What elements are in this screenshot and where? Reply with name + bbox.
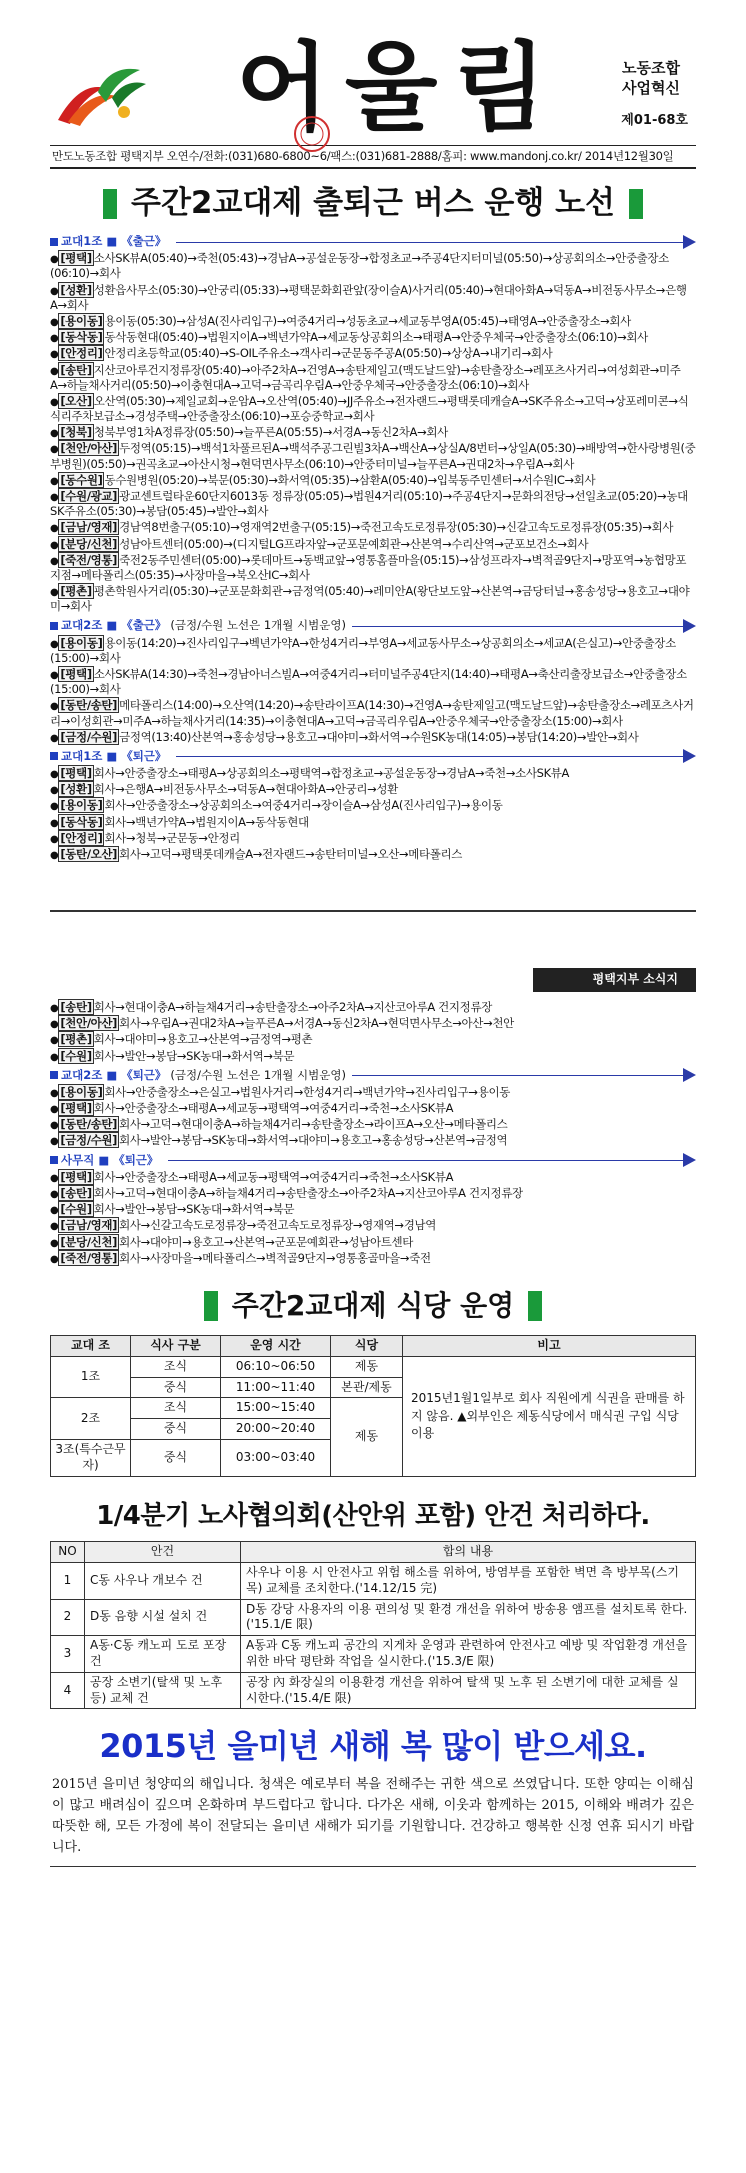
cafeteria-section-title (50, 1288, 696, 1325)
labor-council-table (50, 1541, 696, 1709)
table-row (51, 1672, 696, 1709)
stamp-seal-icon (292, 114, 332, 154)
bullet-square-icon (50, 752, 58, 760)
route-item (50, 441, 696, 471)
new-year-message: 2015년 을미년 청양띠의 해입니다. 청색은 예로부터 복을 전해주는 귀한 색으로 쓰였답니다. 또한 양띠는 이해심이 많고 배려심이 깊으며 온화하며 부드럽다고 합니다. 다가온 새해, 이웃과 함께하는 2015, 이해와 배려가 깊은 따뜻한 해, 모든 가정에 복이 전달되는 을미년 새해가 되기를 기원합니다. 건강하고 행복한 신정 연휴 되시기 바랍니다. (52, 1776, 694, 1855)
route-region-tag: [죽전/영통] (60, 552, 118, 567)
route-item (50, 831, 696, 846)
route-item (50, 553, 696, 583)
route-region-tag: [평택] (60, 1101, 92, 1116)
bullet-dot-icon: ● (50, 365, 59, 377)
route-group-label: 교대2조 ■ 《출근》 (61, 618, 167, 633)
cell-time: 20:00~20:40 (221, 1419, 331, 1440)
cafeteria-note: 2015년1월1일부로 회사 직원에게 식권을 판매를 하지 않음. ▲외부인은 제동식당에서 매식권 구입 식당 이용 (403, 1356, 696, 1476)
route-region-tag: [용이동] (60, 313, 103, 328)
cell-time: 15:00~15:40 (221, 1398, 331, 1419)
side-label-line1: 노동조합 (622, 59, 680, 77)
title-bar-right (528, 1291, 542, 1321)
route-stops: 오산역(05:30)→제일교회→운암A→오산역(05:40)→JJ주유소→전자랜드→평택롯데캐슬A→SK주유소→고덕→상포레미콘→식식리주차보급소→경성주택→안중출장소(06:10)→포승중학교→회사 (50, 393, 689, 424)
route-stops: 금정역(13:40)산본역→홍송성당→용호고→대야미→화서역→수원SK농대(14:05)→봉담(14:20)→발안→회사 (119, 729, 639, 744)
title-bar-left (204, 1291, 218, 1321)
cell-place: 제동 (331, 1356, 403, 1377)
route-item (50, 489, 696, 519)
route-stops: 회사→대야미→용호고→산본역→금정역→평촌 (93, 1032, 313, 1047)
cell-content: 사우나 이용 시 안전사고 위험 해소를 위하여, 방염부를 포함한 벽면 측 방부목(스기목) 교체를 조치한다.('14.12/15 完) (241, 1562, 696, 1599)
bullet-dot-icon: ● (50, 475, 59, 487)
cell-item: C동 사우나 개보수 건 (85, 1562, 241, 1599)
route-item (50, 283, 696, 313)
route-region-tag: [수원/광교] (60, 488, 118, 503)
cell-time: 03:00~03:40 (221, 1440, 331, 1477)
route-stops: 회사→안중출장소→상공회의소→여중4거리→장이슬A→삼성A(진사리입구)→용이동 (104, 798, 503, 813)
route-region-tag: [오산] (60, 393, 92, 408)
bullet-dot-icon: ● (50, 1237, 59, 1249)
route-stops: 회사→대야미→용호고→산본역→군포문예회관→성남아트센타 (119, 1234, 413, 1249)
route-region-tag: [평택] (60, 251, 92, 266)
bullet-dot-icon: ● (50, 428, 59, 440)
route-item (50, 473, 696, 488)
cell-meal: 중식 (131, 1440, 221, 1477)
route-region-tag: [용이동] (60, 798, 103, 813)
route-item (50, 766, 696, 781)
route-item (50, 425, 696, 440)
cafeteria-table (50, 1335, 696, 1477)
bullet-dot-icon: ● (50, 833, 59, 845)
col-content: 합의 내용 (241, 1542, 696, 1563)
title-bar-right (629, 189, 643, 219)
route-item (50, 798, 696, 813)
cell-no: 4 (51, 1672, 85, 1709)
bullet-dot-icon: ● (50, 349, 59, 361)
route-item (50, 782, 696, 797)
route-item (50, 1218, 696, 1233)
bullet-dot-icon: ● (50, 333, 59, 345)
arrow-right-icon (352, 619, 696, 633)
bullet-dot-icon: ● (50, 801, 59, 813)
route-region-tag: [금남/영재] (60, 520, 118, 535)
route-stops: 안정리초등학교(05:40)→S-OIL주유소→객사리→군문동주공A(05:50)→상상A→내기리→회사 (104, 346, 553, 361)
route-region-tag: [천안/아산] (60, 1016, 118, 1031)
route-item (50, 1202, 696, 1217)
side-label-line2: 사업혁신 (622, 79, 680, 98)
routes-title-text: 주간2교대제 출퇴근 버스 운행 노선 (131, 185, 615, 222)
bullet-square-icon (50, 1156, 58, 1164)
branch-news-label: 평택지부 소식지 (533, 968, 696, 992)
labor-council-title: 1/4분기 노사협의회(산안위 포함) 안건 처리하다. (96, 1500, 650, 1531)
branch-news-band (50, 968, 696, 992)
route-item (50, 1186, 696, 1201)
route-item (50, 730, 696, 745)
route-region-tag: [동삭동] (60, 330, 103, 345)
table-row (51, 1636, 696, 1673)
route-stops: 회사→고덕→평택롯데캐슬A→전자랜드→송탄터미널→오산→메타폴리스 (119, 846, 463, 861)
route-item (50, 698, 696, 728)
route-group-label: 사무직 ■ 《퇴근》 (61, 1152, 159, 1167)
bullet-dot-icon: ● (50, 1035, 59, 1047)
cell-item: D동 음향 시설 설치 건 (85, 1599, 241, 1636)
route-item (50, 1251, 696, 1266)
route-stops: 동삭동현대(05:40)→법원지이A→벡년가약A→세교동상공회의소→태평A→안중우체국→안중출장소(06:10)→회사 (104, 330, 648, 345)
bullet-dot-icon: ● (50, 1019, 59, 1031)
route-region-tag: [평택] (60, 1169, 92, 1184)
bullet-dot-icon: ● (50, 1087, 59, 1099)
route-group-header (50, 1068, 696, 1083)
route-region-tag: [분당/신천] (60, 536, 118, 551)
route-region-tag: [동삭동] (60, 814, 103, 829)
route-group-header (50, 1153, 696, 1168)
route-stops: 회사→발안→봉담→SK농대→화서역→대야미→용호고→홍송성당→산본역→금정역 (119, 1133, 508, 1148)
bullet-square-icon (50, 1071, 58, 1079)
route-stops: 경남역8번출구(05:10)→영재역2번출구(05:15)→죽전고속도로정류장(05:30)→신갈고속도로정류장(05:35)→회사 (119, 520, 674, 535)
cell-meal: 중식 (131, 1377, 221, 1398)
route-item (50, 251, 696, 281)
route-stops: 회사→고덕→현대이충A→하늘채4거리→송탄출장소→아주2차A→지산코아루A 건지정류장 (93, 1186, 523, 1201)
route-item (50, 584, 696, 614)
route-stops: 회사→우림A→권대2차A→늘푸른A→서경A→동신2차A→현덕면사무소→아산→천안 (119, 1016, 514, 1031)
route-stops: 죽전2동주민센터(05:00)→롯데마트→동백교앞→영통홈플마을(05:15)→삼성프라자→벽적골9단지→망포역→농협망포지점→메타폴리스(05:35)→사장마을→북오산IC→회사 (50, 552, 687, 582)
route-stops: 성남아트센터(05:00)→(디지털LG프라자앞→군포문예회관→산본역→수리산역→군포보건소→회사 (119, 536, 589, 551)
route-region-tag: [평택] (60, 766, 92, 781)
route-region-tag: [평촌] (60, 1032, 92, 1047)
bullet-dot-icon: ● (50, 849, 59, 861)
route-item (50, 330, 696, 345)
route-item (50, 1049, 696, 1064)
route-item (50, 1000, 696, 1015)
cell-content: 공장 內 화장실의 이용환경 개선을 위하여 탈색 및 노후 된 소변기에 대한 교체를 실시한다.('15.4/E 限) (241, 1672, 696, 1709)
cell-time: 06:10~06:50 (221, 1356, 331, 1377)
col-no: NO (51, 1542, 85, 1563)
route-stops: 회사→현대이충A→하늘채4거리→송탄출장소→아주2차A→지산코아루A 건지정류장 (93, 1000, 492, 1014)
route-stops: 지산코아루건지정류장(05:40)→아주2차A→건영A→송탄제일고(맥도날드앞)→송탄출장소→레포츠사거리→여성회관→미주A→하늘채사거리(05:50)→이충현대A→고덕→금곡리우림A→안중우체국→안중출장소(06:10)→회사 (50, 362, 681, 392)
route-region-tag: [용이동] (60, 1084, 103, 1099)
cell-place: 본관/제동 (331, 1377, 403, 1398)
route-stops: 회사→사장마을→메타폴리스→벽적골9단지→영통홍골마을→죽전 (119, 1250, 431, 1265)
route-stops: 소사SK뷰A(05:40)→죽천(05:43)→경남A→공설운동장→합정초교→주공4단지터미널(05:50)→상공회의소→안중출장소(06:10)→회사 (50, 251, 669, 281)
cell-shift: 2조 (51, 1398, 131, 1440)
route-stops: 성환읍사무소(05:30)→안궁리(05:33)→평택문화회관앞(장이슬A)사거리(05:40)→현대아화A→덕동A→비전동사무소→은행A→회사 (50, 282, 687, 312)
bullet-dot-icon: ● (50, 491, 59, 503)
route-item (50, 346, 696, 361)
route-region-tag: [금정/수원] (60, 729, 118, 744)
bullet-dot-icon: ● (50, 444, 59, 456)
route-item (50, 1032, 696, 1047)
route-item (50, 667, 696, 697)
route-stops: 동수원병원(05:20)→북문(05:30)→화서역(05:35)→삼환A(05:40)→입북동주민센터→서수원IC→회사 (104, 472, 596, 487)
bullet-dot-icon: ● (50, 1221, 59, 1233)
cell-no: 2 (51, 1599, 85, 1636)
bullet-dot-icon: ● (50, 732, 59, 744)
side-label (606, 58, 696, 99)
branch-news-routes (50, 1000, 696, 1266)
bullet-dot-icon: ● (50, 254, 59, 266)
arrow-right-icon (352, 1068, 696, 1082)
route-item (50, 1016, 696, 1031)
bullet-square-icon (50, 622, 58, 630)
bullet-dot-icon: ● (50, 316, 59, 328)
table-row (51, 1356, 696, 1377)
route-item (50, 394, 696, 424)
bullet-dot-icon: ● (50, 769, 59, 781)
route-stops: 평촌학원사거리(05:30)→군포문화회관→금정역(05:40)→레미안A(왕단보도앞→산본역→금당터널→홍송성당→용호고→대야미→회사 (50, 584, 690, 614)
route-region-tag: [금남/영재] (60, 1218, 118, 1233)
issue-number: 제01-68호 (621, 113, 688, 128)
route-region-tag: [평촌] (60, 584, 92, 599)
route-group-label: 교대2조 ■ 《퇴근》 (61, 1067, 167, 1082)
route-stops: 용이동(05:30)→삼성A(진사리입구)→여중4거리→성동초교→세교동부영A(05:45)→태영A→안중출장소→회사 (104, 313, 631, 328)
route-item (50, 847, 696, 862)
cell-no: 1 (51, 1562, 85, 1599)
bullet-dot-icon: ● (50, 1189, 59, 1201)
bullet-dot-icon: ● (50, 587, 59, 599)
route-item (50, 636, 696, 666)
route-region-tag: [수원] (60, 1202, 92, 1217)
route-stops: 메타폴리스(14:00)→오산역(14:20)→송탄라이프A(14:30)→건영A→송탄제일고(맥도날드앞)→송탄출장소→레포츠사거리→이성회관→미주A→하늘채사거리(14:35)→이충현대A→고덕→금곡리우림A→안중우체국→안중출장소(15:00)→회사 (50, 698, 694, 728)
title-bar-left (103, 189, 117, 219)
cell-shift: 1조 (51, 1356, 131, 1398)
route-stops: 회사→고덕→현대이충A→하늘채4거리→송탄출장소→라이프A→오산→메타폴리스 (119, 1117, 508, 1132)
route-region-tag: [죽전/영통] (60, 1250, 118, 1265)
route-stops: 회사→안중출장소→은실고→법원사거리→한성4거리→백년가약→진사리입구→용이동 (104, 1084, 510, 1099)
cell-meal: 조식 (131, 1398, 221, 1419)
cell-shift: 3조(특수근무자) (51, 1440, 131, 1477)
route-stops: 청북부영1차A정류장(05:50)→늘푸른A(05:55)→서경A→동신2차A→회사 (93, 425, 448, 440)
col-shift: 교대 조 (51, 1335, 131, 1356)
col-place: 식당 (331, 1335, 403, 1356)
route-region-tag: [용이동] (60, 635, 103, 650)
route-item (50, 537, 696, 552)
cell-meal: 조식 (131, 1356, 221, 1377)
cell-content: A동과 C동 캐노피 공간의 지게차 운영과 관련하여 안전사고 예방 및 작업환경 개선을 위한 바닥 평탄화 작업을 실시한다.('15.3/E 限) (241, 1636, 696, 1673)
route-region-tag: [동탄/송탄] (60, 698, 118, 713)
route-region-tag: [안정리] (60, 346, 103, 361)
cell-item: A동·C동 캐노피 도로 포장 건 (85, 1636, 241, 1673)
route-region-tag: [수원] (60, 1048, 92, 1063)
route-region-tag: [동탄/송탄] (60, 1117, 118, 1132)
arrow-right-icon (176, 235, 696, 249)
bullet-dot-icon: ● (50, 1205, 59, 1217)
table-row (51, 1599, 696, 1636)
route-group-label: 교대1조 ■ 《출근》 (61, 234, 167, 249)
cell-time: 11:00~11:40 (221, 1377, 331, 1398)
col-note: 비고 (403, 1335, 696, 1356)
route-item (50, 1170, 696, 1185)
route-stops: 회사→발안→봉담→SK농대→화서역→북문 (93, 1202, 295, 1217)
bullet-square-icon (50, 238, 58, 246)
arrow-right-icon (176, 749, 696, 763)
route-stops: 회사→발안→봉담→SK농대→화서역→북문 (93, 1048, 295, 1063)
bullet-dot-icon: ● (50, 523, 59, 535)
route-stops: 용이동(14:20)→진사리입구→벡년가약A→한성4거리→부영A→세교동사무소→상공회의소→세교A(은실고)→안중출장소(15:00)→회사 (50, 635, 676, 665)
route-item (50, 1085, 696, 1100)
route-item (50, 363, 696, 393)
route-region-tag: [송탄] (60, 1186, 92, 1201)
bullet-dot-icon: ● (50, 285, 59, 297)
route-stops: 회사→안중출장소→태평A→세교동→평택역→여중4거리→죽천→소사SK뷰A (93, 1169, 454, 1184)
bullet-dot-icon: ● (50, 669, 59, 681)
route-region-tag: [동탄/오산] (60, 846, 118, 861)
cell-content: D동 강당 사용자의 이용 편의성 및 환경 개선을 위하여 방송용 앰프를 설치토록 한다.('15.1/E 限) (241, 1599, 696, 1636)
route-item (50, 314, 696, 329)
bullet-dot-icon: ● (50, 785, 59, 797)
masthead (50, 0, 696, 145)
cell-place: 제동 (331, 1398, 403, 1476)
bullet-dot-icon: ● (50, 1172, 59, 1184)
route-stops: 회사→청북→군문동→안정리 (104, 830, 240, 845)
bullet-dot-icon: ● (50, 817, 59, 829)
route-item (50, 1133, 696, 1148)
route-region-tag: [천안/아산] (60, 441, 118, 456)
col-item: 안건 (85, 1542, 241, 1563)
col-meal: 식사 구분 (131, 1335, 221, 1356)
union-logo-icon (54, 62, 150, 132)
contact-info-line: 만도노동조합 평택지부 오연수/전화:(031)680-6800~6/팩스:(031)681-2888/홈피: www.mandonj.co.kr/ 2014년12월30일 (50, 145, 696, 169)
route-region-tag: [금정/수원] (60, 1133, 118, 1148)
routes-section-title (50, 183, 696, 224)
new-year-title: 2015년 을미년 새해 복 많이 받으세요. (99, 1727, 647, 1766)
route-region-tag: [동수원] (60, 472, 103, 487)
route-region-tag: [성환] (60, 782, 92, 797)
route-item (50, 520, 696, 535)
bullet-dot-icon: ● (50, 1051, 59, 1063)
bullet-dot-icon: ● (50, 1003, 59, 1014)
route-item (50, 815, 696, 830)
route-group-header (50, 618, 696, 633)
route-group-note: (금정/수원 노선은 1개월 시범운영) (170, 618, 346, 633)
route-group-note: (금정/수원 노선은 1개월 시범운영) (170, 1067, 346, 1082)
bullet-dot-icon: ● (50, 638, 59, 650)
route-region-tag: [분당/신천] (60, 1234, 118, 1249)
route-stops: 회사→신갈고속도로정류장→죽전고속도로정류장→영재역→경남역 (119, 1218, 436, 1233)
routes-list (50, 234, 696, 862)
route-group-header (50, 749, 696, 764)
col-time: 운영 시간 (221, 1335, 331, 1356)
route-stops: 두정역(05:15)→백석1차풀르된A→백석주공그린빌3차A→백산A→상실A/8번터→상일A(05:30)→배방역→한사랑병원(중부병원)(05:50)→권곡초교→아산시청→현덕면사무소(06:10)→안중터미널→늘푸른A→권대2차→우림A→회사 (50, 441, 696, 471)
route-region-tag: [송탄] (60, 362, 92, 377)
route-region-tag: [성환] (60, 282, 92, 297)
bullet-dot-icon: ● (50, 1253, 59, 1265)
bullet-dot-icon: ● (50, 701, 59, 713)
bullet-dot-icon: ● (50, 1104, 59, 1116)
table-row (51, 1562, 696, 1599)
route-region-tag: [송탄] (60, 1000, 92, 1014)
bullet-dot-icon: ● (50, 396, 59, 408)
bullet-dot-icon: ● (50, 555, 59, 567)
newsletter-title: 어울림 (236, 32, 563, 144)
route-region-tag: [청북] (60, 425, 92, 440)
route-stops: 회사→안중출장소→태평A→세교동→평택역→여중4거리→죽천→소사SK뷰A (93, 1101, 454, 1116)
route-item (50, 1117, 696, 1132)
route-group-header (50, 234, 696, 249)
bullet-dot-icon: ● (50, 1120, 59, 1132)
cell-no: 3 (51, 1636, 85, 1673)
route-region-tag: [안정리] (60, 830, 103, 845)
route-group-label: 교대1조 ■ 《퇴근》 (61, 748, 167, 763)
cell-item: 공장 소변기(탈색 및 노후 등) 교체 건 (85, 1672, 241, 1709)
route-stops: 소사SK뷰A(14:30)→죽천→경남아너스빌A→여중4거리→터미널주공4단지(14:40)→태평A→축산리출장보급소→안중출장소(15:00)→회사 (50, 666, 687, 697)
route-item (50, 1101, 696, 1116)
route-stops: 광교센트럴타운60단지6013동 정류장(05:05)→법원4거리(05:10)→주공4단지→문화의전당→선일초교(05:20)→농대SK주유소(05:30)→봉담(05:45)→발안→회사 (50, 488, 688, 519)
bullet-dot-icon: ● (50, 1136, 59, 1148)
route-item (50, 1235, 696, 1250)
route-region-tag: [평택] (60, 666, 92, 681)
section-divider (50, 910, 696, 912)
route-stops: 회사→백년가약A→법원지이A→동삭동현대 (104, 814, 309, 829)
cell-meal: 중식 (131, 1419, 221, 1440)
route-stops: 회사→은행A→비전동사무소→덕동A→현대아화A→안궁리→성환 (93, 782, 398, 797)
cafeteria-title-text: 주간2교대제 식당 운영 (231, 1288, 515, 1322)
route-stops: 회사→안중출장소→태평A→상공회의소→평택역→합정초교→공설운동장→경남A→죽천→소사SK뷰A (93, 766, 570, 781)
arrow-right-icon (168, 1153, 696, 1167)
bullet-dot-icon: ● (50, 539, 59, 551)
